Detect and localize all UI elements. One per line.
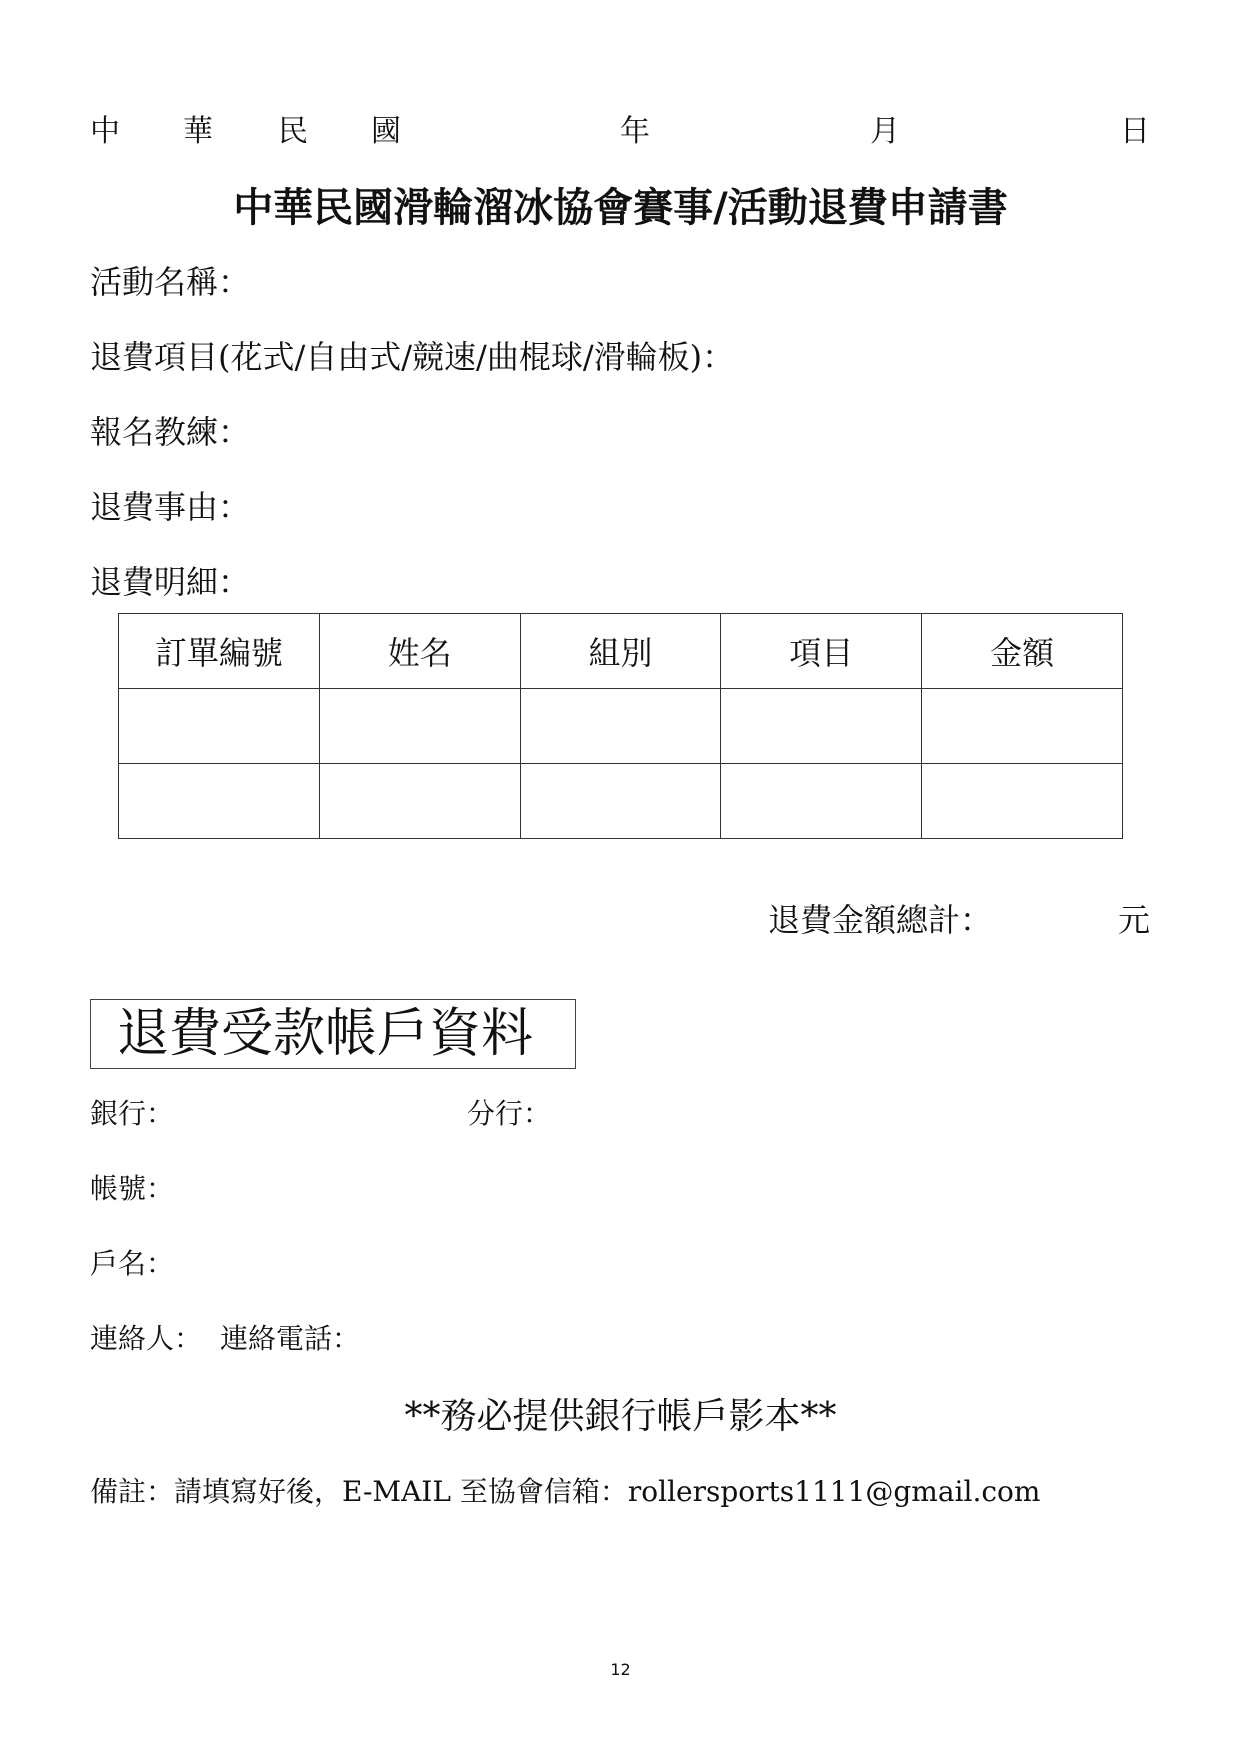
header-name: 姓名 [319, 614, 520, 689]
refund-total-label: 退費金額總計： [768, 901, 993, 939]
table-cell[interactable] [721, 764, 922, 839]
table-cell[interactable] [119, 689, 320, 764]
table-cell[interactable] [520, 764, 721, 839]
account-number-label: 帳號： [90, 1172, 175, 1205]
table-cell[interactable] [922, 689, 1123, 764]
header-order-number: 訂單編號 [119, 614, 320, 689]
date-char-hua: 華 [183, 114, 213, 149]
header-item: 項目 [721, 614, 922, 689]
header-group: 組別 [520, 614, 721, 689]
refund-total-unit: 元 [1118, 901, 1151, 939]
refund-reason-label: 退費事由： [90, 488, 251, 526]
table-row [119, 689, 1123, 764]
table-cell[interactable] [922, 764, 1123, 839]
header-amount: 金額 [922, 614, 1123, 689]
contact-phone-label: 連絡電話： [220, 1322, 361, 1355]
date-day-label: 日 [1120, 114, 1150, 149]
date-char-guo: 國 [371, 114, 401, 149]
table-cell[interactable] [721, 689, 922, 764]
refund-item-label: 退費項目(花式/自由式/競速/曲棍球/滑輪板)： [90, 338, 735, 376]
table-row [119, 764, 1123, 839]
date-char-zhong: 中 [90, 114, 120, 149]
table-cell[interactable] [319, 764, 520, 839]
bank-section-heading: 退費受款帳戶資料 [90, 999, 576, 1069]
activity-name-label: 活動名稱： [90, 263, 251, 301]
remark-text: 備註：請填寫好後，E-MAIL 至協會信箱：rollersports1111@gmail.com [90, 1475, 1041, 1508]
page-title: 中華民國滑輪溜冰協會賽事/活動退費申請書 [233, 185, 1008, 231]
refund-details-table [118, 613, 1123, 839]
date-year-label: 年 [620, 114, 650, 149]
contact-person-label: 連絡人： [90, 1322, 203, 1355]
bank-copy-notice: **務必提供銀行帳戶影本** [404, 1396, 837, 1437]
coach-label: 報名教練： [90, 413, 251, 451]
table-header-row [119, 614, 1123, 689]
refund-details-label: 退費明細： [90, 563, 251, 601]
table-cell[interactable] [520, 689, 721, 764]
table-cell[interactable] [119, 764, 320, 839]
branch-label: 分行： [467, 1097, 552, 1130]
table-cell[interactable] [319, 689, 520, 764]
account-holder-label: 戶名： [90, 1247, 175, 1280]
bank-label: 銀行： [90, 1097, 175, 1130]
date-char-min: 民 [278, 114, 308, 149]
page-number: 12 [610, 1660, 631, 1679]
date-month-label: 月 [870, 114, 900, 149]
